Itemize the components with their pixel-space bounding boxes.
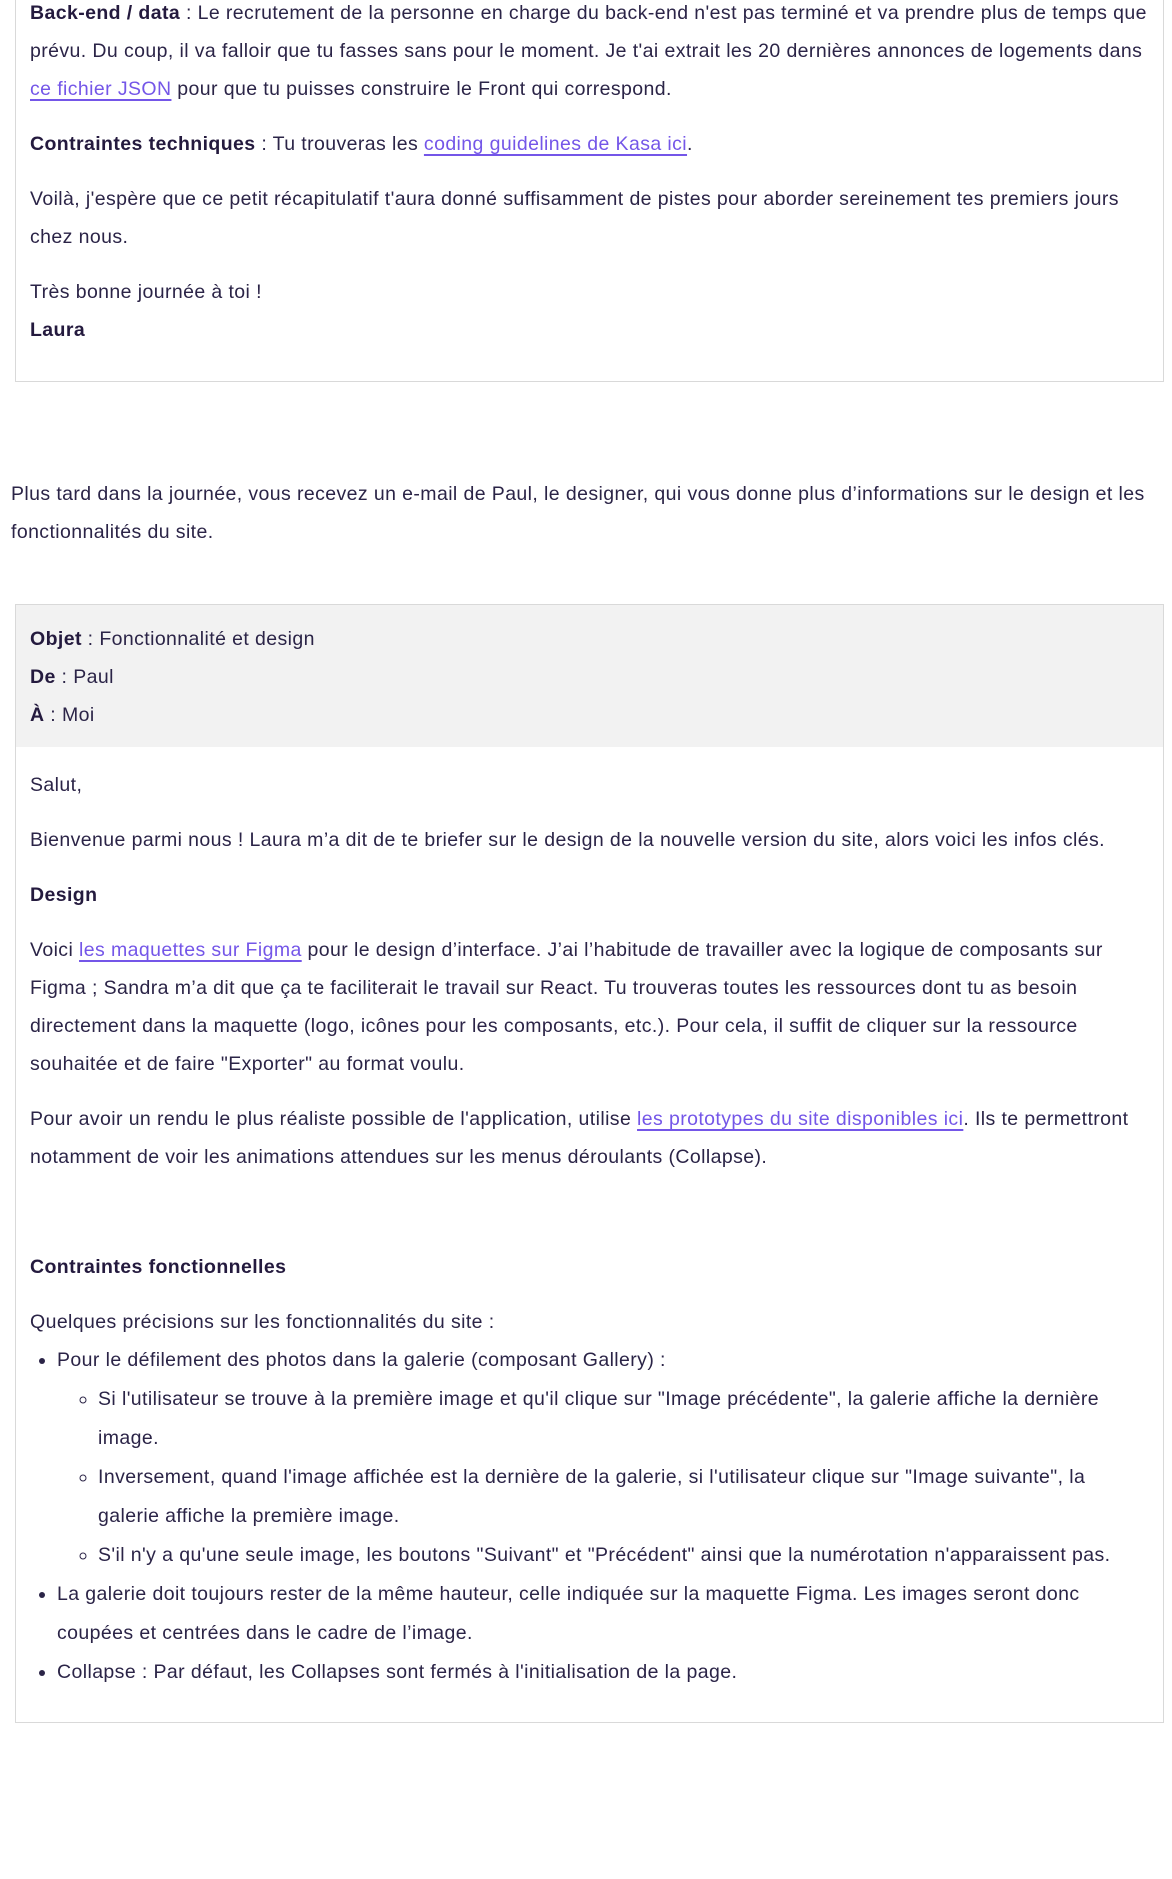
email-quote-laura [15, 0, 1164, 382]
email-quote-paul [15, 604, 1164, 1723]
paragraph-intro-paul-email: Plus tard dans la journée, vous recevez un e-mail de Paul, le designer, qui vous donne plus d’informations sur le design et les fonctionnalités du site. [11, 483, 1145, 543]
email-body [16, 747, 1163, 1722]
list-item-text: Pour le défilement des photos dans la galerie (composant Gallery) : [57, 1349, 666, 1371]
email-to-row [30, 696, 1149, 734]
subject-label: Objet [30, 628, 82, 650]
list-item-text: S'il n'y a qu'une seule image, les boutons "Suivant" et "Précédent" ainsi que la numérotation n'apparaissent pas. [98, 1544, 1111, 1566]
list-item-text: Collapse : Par défaut, les Collapses sont fermés à l'initialisation de la page. [57, 1661, 738, 1683]
separator: : [180, 2, 198, 24]
separator: : [255, 133, 273, 155]
list-item-collapse-default [57, 1653, 1149, 1692]
paragraph-farewell: Très bonne journée à toi ! [30, 281, 262, 303]
coding-guidelines-link[interactable]: coding guidelines de Kasa ici [423, 133, 688, 155]
backend-data-text: Le recrutement de la personne en charge du back-end n'est pas terminé et va prendre plus de temps que prévu. Du coup, il va falloir que tu fasses sans pour le moment. Je t'ai extrait les 20 dernières annonces de logements dans [30, 2, 1147, 62]
prototypes-link[interactable]: les prototypes du site disponibles ici [637, 1108, 964, 1130]
paragraph-welcome: Bienvenue parmi nous ! Laura m’a dit de te briefer sur le design de la nouvelle version du site, alors voici les infos clés. [30, 829, 1105, 851]
paragraph-greeting: Salut, [30, 774, 83, 796]
technical-constraints-text: Tu trouveras les [272, 133, 424, 155]
list-item-single-image [98, 1536, 1149, 1575]
constraints-list [30, 1341, 1149, 1692]
technical-constraints-label: Contraintes techniques [30, 133, 256, 155]
separator: : [81, 628, 100, 650]
list-item-last-image [98, 1458, 1149, 1536]
json-file-link[interactable]: ce fichier JSON [30, 78, 172, 100]
figma-mockups-link[interactable]: les maquettes sur Figma [79, 939, 302, 961]
paragraph-figma-mockups [30, 931, 1149, 1083]
list-item-text: Si l'utilisateur se trouve à la première image et qu'il clique sur "Image précédente", la galerie affiche la dernière image. [98, 1388, 1099, 1449]
blank-line [30, 1193, 1149, 1231]
paragraph-backend-data [30, 0, 1149, 108]
from-value: Paul [73, 666, 114, 688]
heading-functional-constraints: Contraintes fonctionnelles [30, 1256, 287, 1278]
list-item-gallery-height [57, 1575, 1149, 1653]
separator: : [55, 666, 74, 688]
email-from-row [30, 658, 1149, 696]
to-label: À [30, 704, 45, 726]
figma-text-end: pour le design d’interface. J’ai l’habitude de travailler avec la logique de composants sur Figma ; Sandra m’a dit que ça te faciliterait le travail sur React. Tu trouveras toutes les ressources dont tu as besoin directement dans la maquette (logo, icônes pour les composants, etc.). Pour cela, il suffit de cliquer sur la ressource souhaitée et de faire "Exporter" au format voulu. [30, 939, 1103, 1075]
to-value: Moi [61, 704, 95, 726]
email-subject-row [30, 620, 1149, 658]
technical-constraints-text-end: . [687, 133, 693, 155]
subject-value: Fonctionnalité et design [99, 628, 315, 650]
email-header [16, 605, 1163, 747]
signature-laura: Laura [30, 319, 86, 341]
from-label: De [30, 666, 56, 688]
prototypes-text-start: Pour avoir un rendu le plus réaliste possible de l'application, utilise [30, 1108, 638, 1130]
backend-data-text-end: pour que tu puisses construire le Front qui correspond. [171, 78, 672, 100]
list-item-text: La galerie doit toujours rester de la même hauteur, celle indiquée sur la maquette Figma. Les images seront donc coupées et centrées dans le cadre de l’image. [57, 1583, 1080, 1644]
paragraph-technical-constraints [30, 125, 1149, 163]
paragraph-site-features: Quelques précisions sur les fonctionnalités du site : [30, 1311, 495, 1333]
list-item-first-image [98, 1380, 1149, 1458]
paragraph-prototypes [30, 1100, 1149, 1176]
backend-data-label: Back-end / data [30, 2, 181, 24]
figma-text-start: Voici [30, 939, 80, 961]
prototypes-text-end: . Ils te permettront notamment de voir les animations attendues sur les menus déroulants (Collapse). [30, 1108, 1129, 1168]
list-item-gallery-scrolling [57, 1341, 1149, 1575]
separator: : [44, 704, 62, 726]
paragraph-recap: Voilà, j'espère que ce petit récapitulatif t'aura donné suffisamment de pistes pour aborder sereinement tes premiers jours chez nous. [30, 188, 1119, 248]
gallery-sublist [57, 1380, 1149, 1575]
list-item-text: Inversement, quand l'image affichée est la dernière de la galerie, si l'utilisateur clique sur "Image suivante", la galerie affiche la première image. [98, 1466, 1086, 1527]
heading-design: Design [30, 884, 98, 906]
